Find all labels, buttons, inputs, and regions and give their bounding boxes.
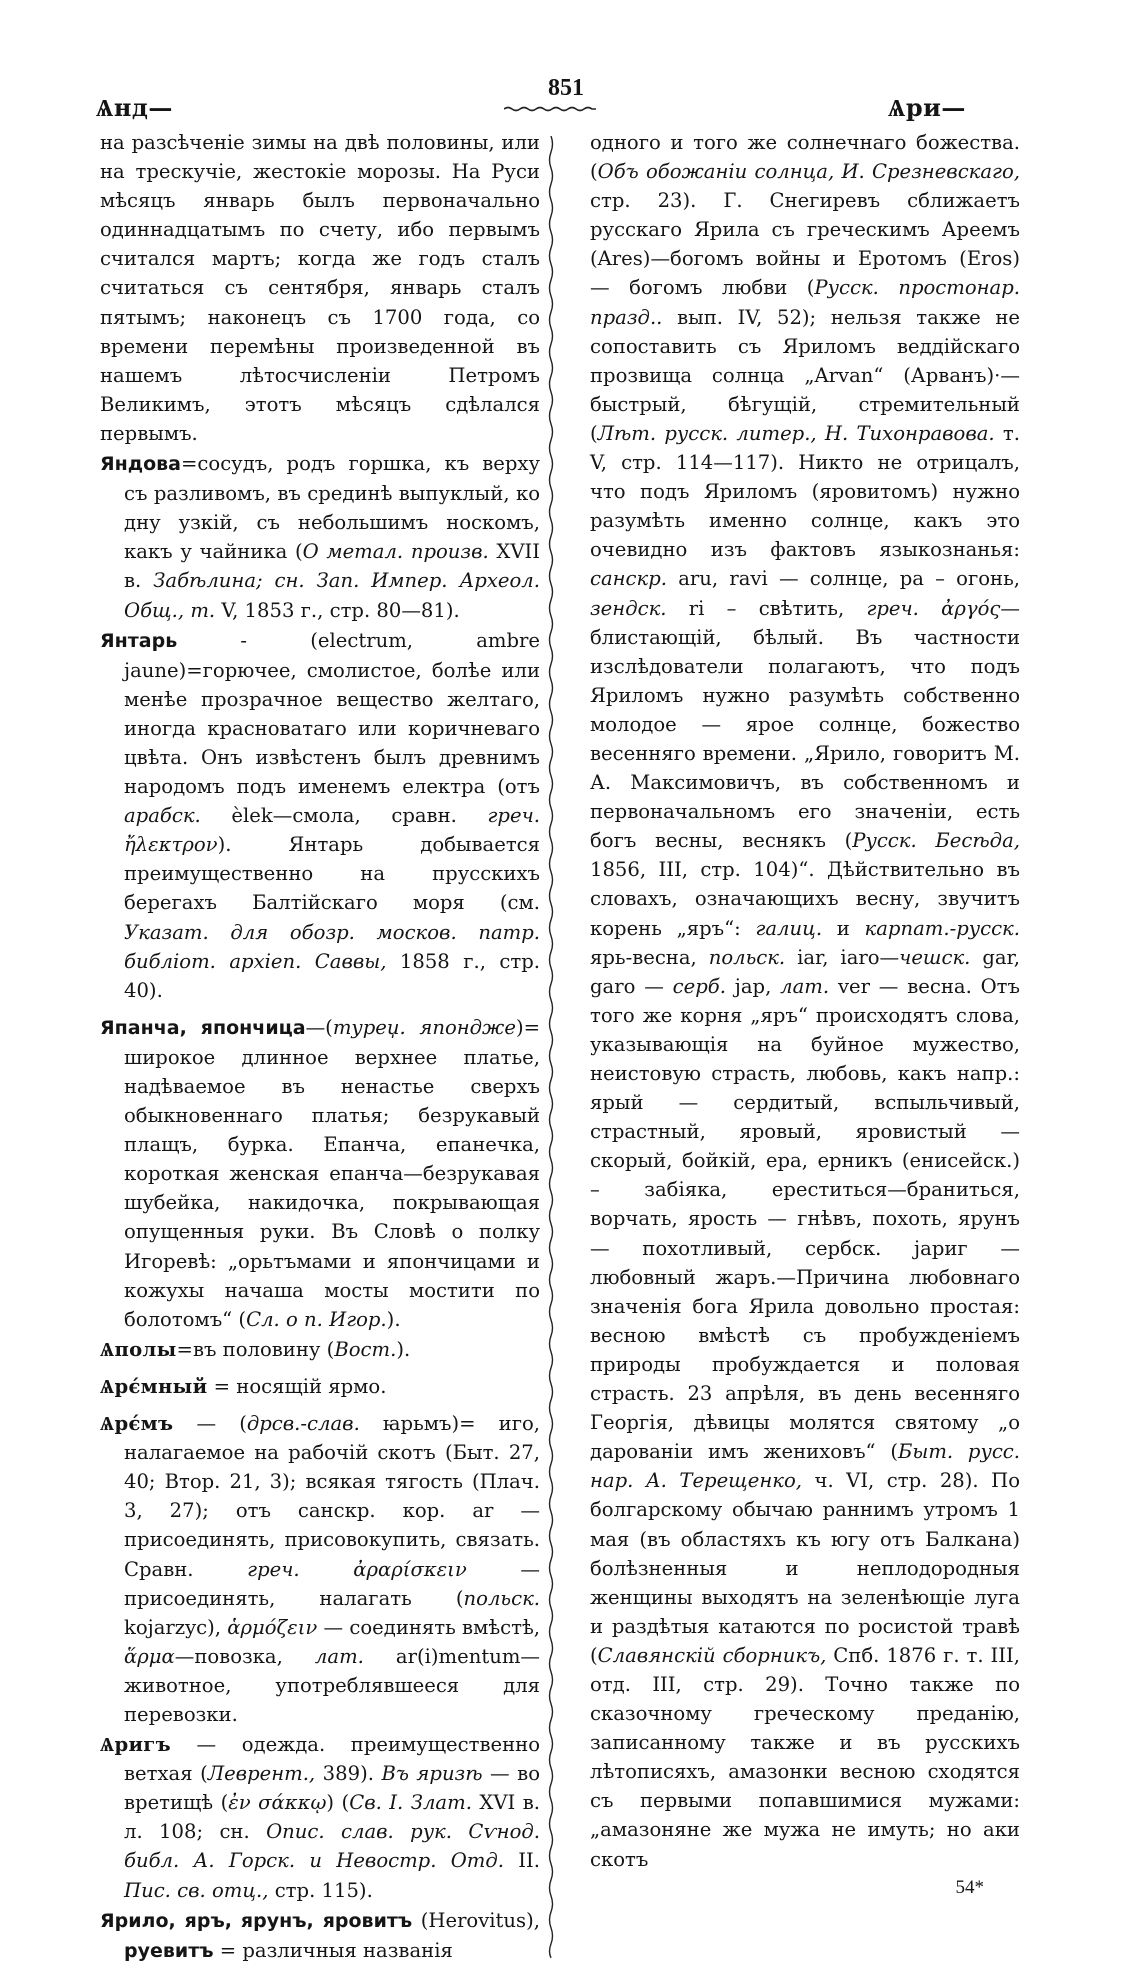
reference: карпат.-русск. xyxy=(864,916,1020,940)
entry-text: вып. IV, 52); нельзя также не сопоставить съ Яриломъ веддійскаго прозвища солнца „Arvan“ (Арванъ)·—быстрый, бѣгущій, стремительный ( xyxy=(590,305,1020,445)
reference: ἐν σάκκῳ xyxy=(228,1791,327,1815)
page-header xyxy=(0,0,1132,128)
entry-yapancha xyxy=(100,1013,540,1334)
entry-text: на разсѣченіе зимы на двѣ половины, или на трескучіе, жестокіе морозы. На Руси мѣсяцъ январь былъ первоначально одиннадцатымъ по счету, ибо первымъ считался мартъ; когда же годъ сталъ считаться съ сентября, январь сталъ пятымъ; наконецъ съ 1700 года, со времени перемѣны произведенной въ нашемъ лѣтосчисленіи Петромъ Великимъ, этотъ мѣсяцъ сдѣлался первымъ. xyxy=(100,131,540,445)
running-head-left: Ѧнд— xyxy=(96,93,173,122)
column-divider xyxy=(546,136,556,1958)
entry-yarig xyxy=(100,1730,540,1905)
entry-text: 1856, III, стр. 104)“. Дѣйствительно въ словахъ, означающихъ весну, звучитъ корень „яръ“: xyxy=(590,858,1020,940)
entry-text: стр. 23). Г. Снегиревъ сближаетъ русскаго Ярила съ греческимъ Ареемъ (Ares)—богомъ войны и Еротомъ (Eros) — богомъ любви ( xyxy=(590,189,1020,300)
entry-text: XVI в. л. 108; сн. xyxy=(124,1791,540,1844)
entry-text: ). Янтарь добывается преимущественно на прусскихъ берегахъ Балтійскаго моря (см. xyxy=(124,833,540,915)
headword: Ѧполы xyxy=(100,1337,177,1361)
reference: туреџ. япондже xyxy=(332,1015,516,1039)
reference: Св. І. Злат. xyxy=(349,1791,472,1815)
page-body xyxy=(0,128,1032,1966)
entry-text: —( xyxy=(305,1015,333,1039)
entry-text: - (electrum, ambre jaune)=горючее, смолистое, болѣе или менѣе прозрачное вещество желтаго, иногда красноватаго или коричневаго цвѣта. Онъ извѣстенъ былъ древнимъ народомъ подъ именемъ електра (отъ xyxy=(124,628,540,799)
entry-continuation xyxy=(100,128,540,448)
entry-text: ). xyxy=(386,1307,401,1331)
entry-yaremnyi xyxy=(100,1372,540,1401)
entry-text: ) ( xyxy=(326,1791,350,1815)
headword: Янтарь xyxy=(100,629,178,652)
reference: чешск. xyxy=(899,945,971,969)
reference: Русск. простонар. празд.. xyxy=(590,276,1020,329)
entry-text: gar, garo — xyxy=(590,945,1020,998)
entry-text: =въ половину ( xyxy=(176,1337,335,1361)
entry-text: ar(i)mentum—животное, употреблявшееся для перевозки. xyxy=(124,1644,540,1726)
headword: Ѧрє́мъ xyxy=(100,1412,174,1436)
headword: Ярило, яръ, ярунъ, яровитъ xyxy=(100,1909,413,1932)
headword: Яндова xyxy=(100,453,182,476)
entry-text: )= широкое длинное верхнее платье, надѣваемое въ ненастье сверхъ обыкновеннаго платья; безрукавый плащъ, бурка. Епанча, епанечка, короткая женская епанча—безрукавая шубейка, накидочка, покрывающая опущенныя руки. Въ Словѣ о полку Игоревѣ: „орьтъмами и япончицами и кожухы начаша мосты мостити по болотомъ“ ( xyxy=(124,1015,540,1331)
reference: зендск. xyxy=(590,596,667,620)
entry-text: ꙗрьмъ)= иго, налагаемое на рабочій скотъ (Быт. 27, 40; Втор. 21, 3); всякая тягость (Плач. 3, 27); отъ санскр. кор. ar — присоединять, присовокупить, связать. Сравн. xyxy=(124,1412,540,1581)
page-number: 851 xyxy=(548,75,584,101)
entry-text: = носящій ярмо. xyxy=(207,1374,387,1398)
entry-text: iar, iaro— xyxy=(785,945,900,969)
reference: Быт. русс. нар. А. Терещенко, xyxy=(590,1440,1020,1493)
reference: санскр. xyxy=(590,567,668,591)
left-column xyxy=(100,128,540,1966)
reference: Въ яризѣ xyxy=(381,1762,483,1786)
reference: Пис. св. отц., xyxy=(124,1878,269,1902)
entry-text: = различныя названія xyxy=(213,1938,453,1962)
headword: Ѧригъ xyxy=(100,1733,171,1757)
reference: Объ обожаніи солнца, И. Срезневскаго, xyxy=(597,160,1020,184)
entry-text: èlek—смола, сравн. xyxy=(200,804,488,828)
entry-text: (Herovitus), xyxy=(412,1908,540,1932)
reference: галиц. xyxy=(755,916,823,940)
reference: Славянскій сборникъ, xyxy=(597,1643,827,1667)
reference: дрсв.-слав. xyxy=(246,1412,360,1436)
entry-continuation xyxy=(590,128,1020,1874)
entry-text: ярь-весна, xyxy=(590,945,709,969)
reference: греч. ἀραρίσκειν xyxy=(247,1557,467,1581)
entry-yarilo xyxy=(100,1906,540,1966)
reference: лат. xyxy=(314,1644,364,1668)
entry-text: 1858 г., стр. 40). xyxy=(124,949,540,1002)
entry-text: — во вретищѣ ( xyxy=(124,1762,540,1815)
entry-text: — присоединять, налагать ( xyxy=(124,1557,541,1610)
right-column xyxy=(590,128,1020,1900)
reference: Леврент., xyxy=(207,1762,316,1786)
entry-yapoly xyxy=(100,1335,540,1364)
headword: Япанча, япончица xyxy=(100,1016,306,1039)
entry-text: XVII в. xyxy=(124,540,540,593)
entry-text: —повозка, xyxy=(174,1644,315,1668)
entry-text: — соединять вмѣстѣ, xyxy=(317,1615,540,1639)
signature-mark: 54* xyxy=(955,1876,984,1898)
entry-text: — одежда. преимущественно ветхая ( xyxy=(124,1733,540,1786)
entry-yantar xyxy=(100,626,540,1005)
wavy-rule xyxy=(504,104,596,112)
entry-text: =сосудъ, родъ горшка, къ верху съ разливомъ, въ срединѣ выпуклый, ко дну узкій, съ небольшимъ носкомъ, какъ у чайника ( xyxy=(124,452,540,564)
reference: лат. xyxy=(780,974,830,998)
reference: польск. xyxy=(708,945,786,969)
reference: греч. ἀργός xyxy=(866,596,1001,620)
reference: арабск. xyxy=(124,804,201,828)
entry-text: V, 1853 г., стр. 80—81). xyxy=(215,598,460,622)
entry-text: ri – свѣтить, xyxy=(666,596,867,620)
entry-text: одного и того же солнечнаго божества. ( xyxy=(590,131,1020,184)
reference: ἁρμόζειν xyxy=(227,1615,318,1639)
entry-yarem xyxy=(100,1409,540,1729)
reference: Вост. xyxy=(334,1337,397,1361)
reference: Опис. слав. рук. Сѵнод. библ. А. Горск. и Невостр. Отд. xyxy=(124,1820,541,1873)
entry-text: стр. 115). xyxy=(268,1878,373,1902)
reference: Русск. Бесѣда, xyxy=(852,829,1020,853)
reference: Указат. для обозр. москов. патр. библіот. архіеп. Саввы, xyxy=(124,920,540,973)
reference: польск. xyxy=(463,1586,540,1610)
reference: Забѣлина; сн. Зап. Импер. Археол. Общ., т. xyxy=(124,569,540,622)
reference: Сл. о п. Игор. xyxy=(246,1307,387,1331)
reference: греч. ἤλεκτρον xyxy=(124,804,540,857)
entry-text: 389). xyxy=(315,1762,382,1786)
entry-text: ). xyxy=(396,1337,411,1361)
entry-text: kojarzyc), xyxy=(124,1615,228,1639)
reference: ἅρμα xyxy=(124,1644,175,1668)
entry-text: aru, ravi — солнце, ра – огонь, xyxy=(667,567,1020,591)
entry-text: ч. VI, стр. 28). По болгарскому обычаю раннимъ утромъ 1 мая (въ областяхъ къ югу отъ Балкана) болѣзненныя и неплодородныя женщины выходятъ на зеленѣющіе луга и раздѣтыя катаются по росистой травѣ ( xyxy=(590,1469,1020,1667)
entry-text: —блистающій, бѣлый. Въ частности изслѣдователи полагаютъ, что подъ Яриломъ нужно разумѣть собственно молодое — ярое солнце, божество весенняго времени. „Ярило, говоритъ М. А. Максимовичъ, въ собственномъ и первоначальномъ его значеніи, есть богъ весны, веснякъ ( xyxy=(590,596,1020,853)
reference: О метал. произв. xyxy=(302,540,489,564)
entry-text: т. V, стр. 114—117). Никто не отрицалъ, что подъ Яриломъ (яровитомъ) нужно разумѣть именно солнце, какъ это очевидно изъ фактовъ языкознанья: xyxy=(590,421,1020,562)
reference: серб. xyxy=(672,974,726,998)
entry-text: Спб. 1876 г. т. III, отд. III, стр. 29). Точно также по сказочному греческому преданію, записанному также и въ русскихъ лѣтописяхъ, амазонки весною сходятся съ первыми попавшимися мужами: „амазоняне же мужа не имуть; но аки скотъ xyxy=(590,1643,1020,1871)
entry-text: II. xyxy=(504,1849,540,1873)
entry-yandova xyxy=(100,449,540,625)
entry-text: jap, xyxy=(725,974,781,998)
running-head-right: Ѧри— xyxy=(888,93,966,122)
headword: Ѧрє́мный xyxy=(100,1374,208,1398)
column-divider-wrap xyxy=(540,128,590,1966)
entry-text: ver — весна. Отъ того же корня „яръ“ происходятъ слова, указывающія на буйное мужество, неистовую страсть, любовь, какъ напр.: ярый — сердитый, вспыльчивый, страстный, яровый, яровистый — скорый, бойкій, ера, ерникъ (енисейск.) – забіяка, ереститься—браниться, ворчать, ярость — гнѣвъ, похоть, ярунъ — похотливый, сербск. jариг — любовный жаръ.—Причина любовнаго значенія бога Ярила довольно простая: весною вмѣстѣ съ пробужденіемъ природы пробуждается и половая страсть. 23 апрѣля, въ день весенняго Георгія, дѣвицы молятся святому „о дарованіи имъ жениховъ“ ( xyxy=(590,974,1020,1464)
entry-text: и xyxy=(822,916,865,940)
reference: Лѣт. русск. литер., Н. Тихонравова. xyxy=(597,421,995,445)
entry-text: — ( xyxy=(173,1412,247,1436)
headword: руевитъ xyxy=(124,1939,214,1962)
